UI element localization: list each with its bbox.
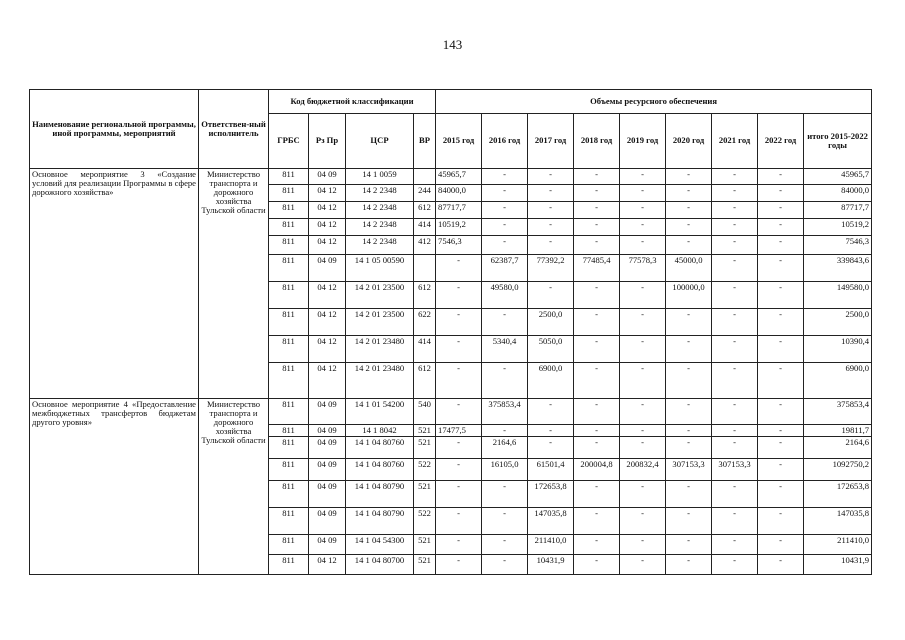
year-value-cell: 211410,0: [528, 535, 574, 555]
rzpr-cell: 04 12: [309, 282, 346, 309]
year-value-cell: 2164,6: [482, 437, 528, 459]
year-value-cell: 5340,4: [482, 336, 528, 363]
year-value-cell: -: [574, 481, 620, 508]
year-value-cell: -: [666, 219, 712, 236]
grbs-cell: 811: [269, 309, 309, 336]
rzpr-cell: 04 09: [309, 399, 346, 425]
grbs-cell: 811: [269, 363, 309, 399]
rzpr-cell: 04 09: [309, 459, 346, 481]
header-csr: ЦСР: [346, 114, 414, 169]
year-value-cell: -: [436, 255, 482, 282]
csr-cell: 14 1 8042: [346, 425, 414, 437]
year-value-cell: -: [666, 399, 712, 425]
year-value-cell: -: [666, 169, 712, 185]
year-value-cell: -: [574, 425, 620, 437]
year-value-cell: -: [574, 535, 620, 555]
rzpr-cell: 04 12: [309, 555, 346, 575]
header-year: 2022 год: [758, 114, 804, 169]
year-value-cell: -: [620, 309, 666, 336]
year-value-cell: -: [712, 535, 758, 555]
year-value-cell: 200004,8: [574, 459, 620, 481]
year-value-cell: -: [620, 399, 666, 425]
year-value-cell: -: [528, 169, 574, 185]
rzpr-cell: 04 12: [309, 219, 346, 236]
header-year: 2018 год: [574, 114, 620, 169]
header-year: 2015 год: [436, 114, 482, 169]
year-value-cell: 6900,0: [528, 363, 574, 399]
grbs-cell: 811: [269, 535, 309, 555]
year-value-cell: 100000,0: [666, 282, 712, 309]
year-value-cell: -: [620, 169, 666, 185]
table-row: [30, 399, 872, 425]
year-value-cell: -: [436, 535, 482, 555]
rzpr-cell: 04 09: [309, 425, 346, 437]
total-cell: 2500,0: [804, 309, 872, 336]
year-value-cell: -: [482, 236, 528, 255]
executor-cell: Министерство транспорта и дорожного хозяйства Тульской области: [199, 399, 269, 575]
rzpr-cell: 04 12: [309, 202, 346, 219]
year-value-cell: -: [436, 399, 482, 425]
table-body: [30, 169, 872, 575]
year-value-cell: 16105,0: [482, 459, 528, 481]
rzpr-cell: 04 09: [309, 169, 346, 185]
grbs-cell: 811: [269, 336, 309, 363]
year-value-cell: -: [436, 481, 482, 508]
rzpr-cell: 04 09: [309, 535, 346, 555]
year-value-cell: 49580,0: [482, 282, 528, 309]
csr-cell: 14 1 01 54200: [346, 399, 414, 425]
year-value-cell: -: [666, 202, 712, 219]
total-cell: 2164,6: [804, 437, 872, 459]
csr-cell: 14 2 2348: [346, 236, 414, 255]
vr-cell: 612: [414, 282, 436, 309]
header-year: 2019 год: [620, 114, 666, 169]
year-value-cell: -: [666, 508, 712, 535]
header-year: 2020 год: [666, 114, 712, 169]
year-value-cell: -: [666, 363, 712, 399]
year-value-cell: 17477,5: [436, 425, 482, 437]
year-value-cell: -: [758, 363, 804, 399]
header-program: Наименование региональной программы, иной программы, мероприятий: [30, 90, 199, 169]
header-year: 2021 год: [712, 114, 758, 169]
year-value-cell: -: [482, 481, 528, 508]
total-cell: 149580,0: [804, 282, 872, 309]
total-cell: 375853,4: [804, 399, 872, 425]
year-value-cell: 84000,0: [436, 185, 482, 202]
year-value-cell: -: [712, 202, 758, 219]
year-value-cell: -: [712, 219, 758, 236]
vr-cell: 244: [414, 185, 436, 202]
year-value-cell: -: [712, 508, 758, 535]
year-value-cell: -: [528, 185, 574, 202]
total-cell: 147035,8: [804, 508, 872, 535]
year-value-cell: 45965,7: [436, 169, 482, 185]
year-value-cell: 375853,4: [482, 399, 528, 425]
total-cell: 6900,0: [804, 363, 872, 399]
year-value-cell: -: [666, 535, 712, 555]
year-value-cell: -: [620, 336, 666, 363]
year-value-cell: -: [758, 255, 804, 282]
year-value-cell: -: [436, 459, 482, 481]
header-resources: Объемы ресурсного обеспечения: [436, 90, 872, 114]
year-value-cell: -: [758, 185, 804, 202]
vr-cell: 521: [414, 481, 436, 508]
rzpr-cell: 04 12: [309, 363, 346, 399]
total-cell: 339843,6: [804, 255, 872, 282]
rzpr-cell: 04 12: [309, 336, 346, 363]
rzpr-cell: 04 09: [309, 437, 346, 459]
year-value-cell: -: [482, 425, 528, 437]
year-value-cell: -: [712, 185, 758, 202]
year-value-cell: 2500,0: [528, 309, 574, 336]
year-value-cell: 45000,0: [666, 255, 712, 282]
grbs-cell: 811: [269, 437, 309, 459]
program-name-cell: Основное мероприятие 4 «Предоставление межбюджетных трансфертов бюджетам другого уровня»: [30, 399, 199, 575]
rzpr-cell: 04 12: [309, 236, 346, 255]
year-value-cell: -: [620, 535, 666, 555]
year-value-cell: 200832,4: [620, 459, 666, 481]
vr-cell: [414, 169, 436, 185]
year-value-cell: -: [620, 363, 666, 399]
year-value-cell: -: [528, 282, 574, 309]
csr-cell: 14 1 04 80790: [346, 481, 414, 508]
csr-cell: 14 2 2348: [346, 202, 414, 219]
year-value-cell: -: [620, 555, 666, 575]
year-value-cell: -: [436, 437, 482, 459]
year-value-cell: -: [712, 481, 758, 508]
year-value-cell: -: [620, 425, 666, 437]
total-cell: 45965,7: [804, 169, 872, 185]
year-value-cell: -: [482, 555, 528, 575]
csr-cell: 14 1 04 80760: [346, 459, 414, 481]
year-value-cell: -: [620, 185, 666, 202]
table-row: [30, 169, 872, 185]
year-value-cell: -: [528, 425, 574, 437]
year-value-cell: -: [574, 282, 620, 309]
rzpr-cell: 04 09: [309, 255, 346, 282]
year-value-cell: -: [712, 437, 758, 459]
year-value-cell: -: [436, 508, 482, 535]
vr-cell: [414, 255, 436, 282]
csr-cell: 14 1 04 80790: [346, 508, 414, 535]
year-value-cell: -: [620, 219, 666, 236]
year-value-cell: -: [666, 437, 712, 459]
year-value-cell: -: [482, 185, 528, 202]
csr-cell: 14 2 01 23480: [346, 363, 414, 399]
year-value-cell: 307153,3: [666, 459, 712, 481]
year-value-cell: -: [574, 202, 620, 219]
total-cell: 87717,7: [804, 202, 872, 219]
year-value-cell: -: [620, 202, 666, 219]
year-value-cell: -: [758, 309, 804, 336]
year-value-cell: -: [758, 202, 804, 219]
year-value-cell: 87717,7: [436, 202, 482, 219]
year-value-cell: -: [712, 236, 758, 255]
header-total: итого 2015-2022 годы: [804, 114, 872, 169]
budget-table: [29, 89, 872, 575]
total-cell: 84000,0: [804, 185, 872, 202]
header-vr: ВР: [414, 114, 436, 169]
total-cell: 10519,2: [804, 219, 872, 236]
total-cell: 10390,4: [804, 336, 872, 363]
year-value-cell: -: [528, 437, 574, 459]
header-year: 2017 год: [528, 114, 574, 169]
year-value-cell: -: [436, 309, 482, 336]
year-value-cell: -: [758, 336, 804, 363]
vr-cell: 414: [414, 219, 436, 236]
rzpr-cell: 04 12: [309, 185, 346, 202]
executor-cell: Министерство транспорта и дорожного хозяйства Тульской области: [199, 169, 269, 399]
year-value-cell: -: [574, 236, 620, 255]
year-value-cell: -: [574, 336, 620, 363]
header-executor: Ответствен-ный исполнитель: [199, 90, 269, 169]
header-rzpr: Рз Пр: [309, 114, 346, 169]
csr-cell: 14 1 04 54300: [346, 535, 414, 555]
year-value-cell: -: [574, 185, 620, 202]
year-value-cell: -: [712, 363, 758, 399]
year-value-cell: -: [574, 508, 620, 535]
year-value-cell: -: [712, 425, 758, 437]
grbs-cell: 811: [269, 255, 309, 282]
year-value-cell: -: [482, 219, 528, 236]
year-value-cell: 172653,8: [528, 481, 574, 508]
year-value-cell: 10431,9: [528, 555, 574, 575]
year-value-cell: -: [620, 282, 666, 309]
vr-cell: 522: [414, 459, 436, 481]
year-value-cell: -: [712, 399, 758, 425]
year-value-cell: -: [620, 481, 666, 508]
year-value-cell: -: [758, 282, 804, 309]
year-value-cell: -: [482, 535, 528, 555]
year-value-cell: -: [436, 363, 482, 399]
year-value-cell: -: [620, 236, 666, 255]
csr-cell: 14 1 0059: [346, 169, 414, 185]
csr-cell: 14 2 2348: [346, 219, 414, 236]
year-value-cell: -: [758, 437, 804, 459]
vr-cell: 521: [414, 437, 436, 459]
year-value-cell: -: [758, 508, 804, 535]
year-value-cell: 147035,8: [528, 508, 574, 535]
year-value-cell: 307153,3: [712, 459, 758, 481]
header-grbs: ГРБС: [269, 114, 309, 169]
year-value-cell: -: [712, 282, 758, 309]
year-value-cell: -: [482, 169, 528, 185]
year-value-cell: -: [482, 309, 528, 336]
year-value-cell: -: [620, 508, 666, 535]
year-value-cell: -: [758, 399, 804, 425]
year-value-cell: -: [758, 555, 804, 575]
year-value-cell: -: [758, 169, 804, 185]
csr-cell: 14 2 2348: [346, 185, 414, 202]
year-value-cell: -: [574, 555, 620, 575]
year-value-cell: -: [666, 481, 712, 508]
year-value-cell: -: [666, 336, 712, 363]
table-header: [30, 90, 872, 169]
rzpr-cell: 04 09: [309, 508, 346, 535]
year-value-cell: -: [574, 399, 620, 425]
program-name-cell: Основное мероприятие 3 «Создание условий для реализации Программы в сфере дорожного хозяйства»: [30, 169, 199, 399]
year-value-cell: -: [574, 437, 620, 459]
total-cell: 211410,0: [804, 535, 872, 555]
year-value-cell: 77392,2: [528, 255, 574, 282]
year-value-cell: -: [436, 336, 482, 363]
grbs-cell: 811: [269, 219, 309, 236]
grbs-cell: 811: [269, 202, 309, 219]
year-value-cell: -: [666, 185, 712, 202]
year-value-cell: -: [528, 236, 574, 255]
year-value-cell: -: [758, 236, 804, 255]
year-value-cell: 61501,4: [528, 459, 574, 481]
csr-cell: 14 2 01 23480: [346, 336, 414, 363]
vr-cell: 622: [414, 309, 436, 336]
year-value-cell: -: [712, 555, 758, 575]
grbs-cell: 811: [269, 481, 309, 508]
vr-cell: 521: [414, 555, 436, 575]
year-value-cell: 7546,3: [436, 236, 482, 255]
year-value-cell: -: [528, 399, 574, 425]
vr-cell: 612: [414, 202, 436, 219]
year-value-cell: -: [620, 437, 666, 459]
vr-cell: 612: [414, 363, 436, 399]
year-value-cell: -: [482, 508, 528, 535]
year-value-cell: 10519,2: [436, 219, 482, 236]
grbs-cell: 811: [269, 555, 309, 575]
csr-cell: 14 1 04 80760: [346, 437, 414, 459]
rzpr-cell: 04 12: [309, 309, 346, 336]
grbs-cell: 811: [269, 508, 309, 535]
grbs-cell: 811: [269, 282, 309, 309]
year-value-cell: -: [712, 336, 758, 363]
year-value-cell: -: [482, 202, 528, 219]
year-value-cell: -: [758, 219, 804, 236]
grbs-cell: 811: [269, 169, 309, 185]
csr-cell: 14 2 01 23500: [346, 309, 414, 336]
year-value-cell: -: [758, 481, 804, 508]
vr-cell: 412: [414, 236, 436, 255]
grbs-cell: 811: [269, 459, 309, 481]
year-value-cell: -: [712, 309, 758, 336]
grbs-cell: 811: [269, 236, 309, 255]
year-value-cell: -: [436, 555, 482, 575]
total-cell: 19811,7: [804, 425, 872, 437]
year-value-cell: -: [758, 459, 804, 481]
csr-cell: 14 1 04 80700: [346, 555, 414, 575]
grbs-cell: 811: [269, 399, 309, 425]
total-cell: 172653,8: [804, 481, 872, 508]
total-cell: 10431,9: [804, 555, 872, 575]
header-budget-code: Код бюджетной классификации: [269, 90, 436, 114]
total-cell: 1092750,2: [804, 459, 872, 481]
vr-cell: 522: [414, 508, 436, 535]
csr-cell: 14 1 05 00590: [346, 255, 414, 282]
year-value-cell: 77485,4: [574, 255, 620, 282]
page-number: 143: [442, 37, 463, 52]
vr-cell: 414: [414, 336, 436, 363]
year-value-cell: -: [666, 555, 712, 575]
year-value-cell: -: [712, 169, 758, 185]
grbs-cell: 811: [269, 425, 309, 437]
year-value-cell: -: [574, 219, 620, 236]
year-value-cell: -: [758, 425, 804, 437]
year-value-cell: -: [528, 219, 574, 236]
vr-cell: 540: [414, 399, 436, 425]
rzpr-cell: 04 09: [309, 481, 346, 508]
vr-cell: 521: [414, 535, 436, 555]
header-year: 2016 год: [482, 114, 528, 169]
year-value-cell: -: [712, 255, 758, 282]
year-value-cell: -: [666, 236, 712, 255]
grbs-cell: 811: [269, 185, 309, 202]
vr-cell: 521: [414, 425, 436, 437]
year-value-cell: -: [574, 309, 620, 336]
year-value-cell: -: [528, 202, 574, 219]
year-value-cell: 62387,7: [482, 255, 528, 282]
year-value-cell: -: [666, 425, 712, 437]
year-value-cell: -: [758, 535, 804, 555]
year-value-cell: -: [574, 169, 620, 185]
year-value-cell: 77578,3: [620, 255, 666, 282]
year-value-cell: -: [482, 363, 528, 399]
csr-cell: 14 2 01 23500: [346, 282, 414, 309]
year-value-cell: -: [574, 363, 620, 399]
year-value-cell: 5050,0: [528, 336, 574, 363]
year-value-cell: -: [436, 282, 482, 309]
total-cell: 7546,3: [804, 236, 872, 255]
year-value-cell: -: [666, 309, 712, 336]
